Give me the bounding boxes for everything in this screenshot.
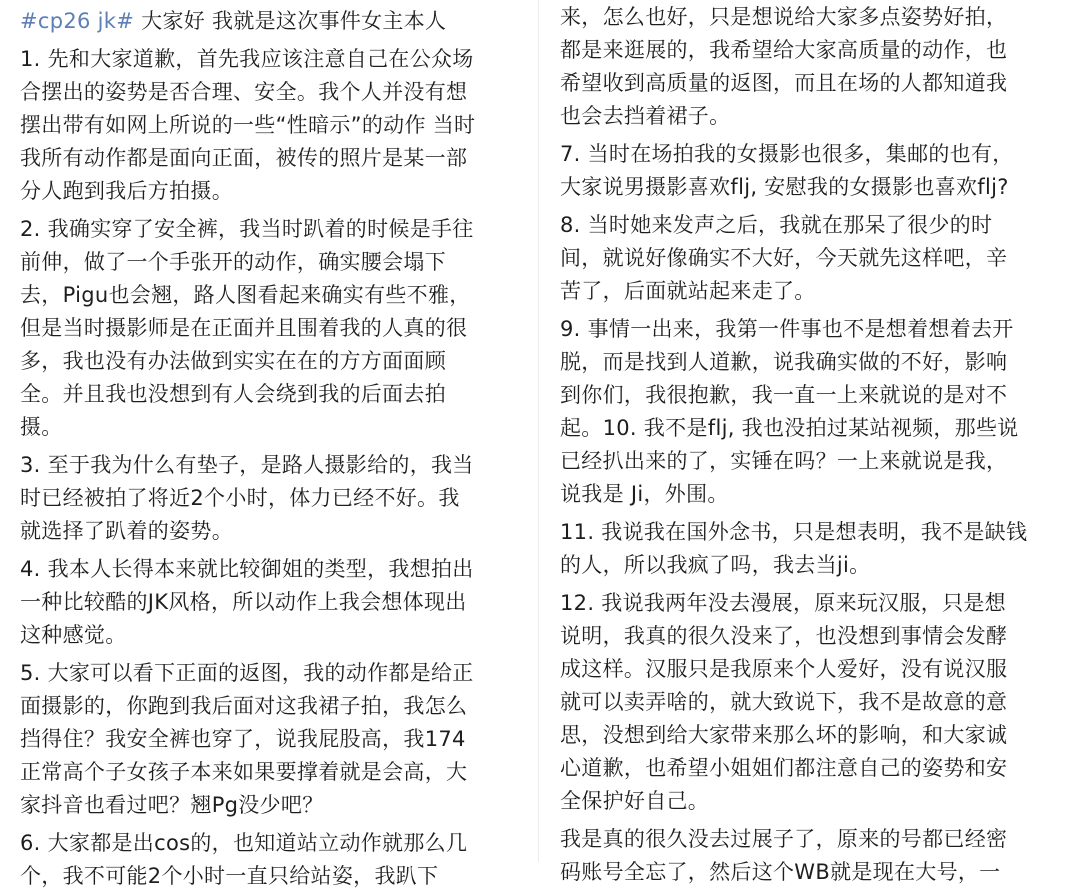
right-body bbox=[560, 1, 1060, 889]
text-line: 6. 大家都是出cos的，也知道站立动作就那么几 bbox=[20, 831, 468, 855]
post-paragraph bbox=[20, 449, 526, 548]
post-paragraph bbox=[20, 657, 526, 822]
post-paragraph bbox=[560, 516, 1060, 582]
left-column bbox=[20, 5, 526, 893]
column-divider bbox=[538, 0, 539, 862]
text-line: 希望收到高质量的返图，而且在场的人都知道我 bbox=[560, 71, 1008, 95]
text-line: 也会去挡着裙子。 bbox=[560, 104, 731, 128]
text-line: 我所有动作都是面向正面，被传的照片是某一部 bbox=[20, 146, 468, 170]
text-line: 到你们，我很抱歉，我一直一上来就说的是对不 bbox=[560, 383, 1008, 407]
post-paragraph bbox=[560, 823, 1060, 889]
text-line: 合摆出的姿势是否合理、安全。我个人并没有想 bbox=[20, 80, 468, 104]
text-line: 大家说男摄影喜欢flj, 安慰我的女摄影也喜欢flj? bbox=[560, 175, 1009, 199]
post-intro: 大家好 我就是这次事件女主本人 bbox=[141, 9, 447, 33]
text-line: 分人跑到我后方拍摄。 bbox=[20, 179, 233, 203]
text-line: 7. 当时在场拍我的女摄影也很多，集邮的也有， bbox=[560, 142, 1014, 166]
text-line: 心道歉，也希望小姐姐们都注意自己的姿势和安 bbox=[560, 756, 1008, 780]
text-line: 家抖音也看过吧？翘Pg没少吧？ bbox=[20, 793, 324, 817]
text-line: 一种比较酷的JK风格，所以动作上我会想体现出 bbox=[20, 590, 467, 614]
text-line: 3. 至于我为什么有垫子，是路人摄影给的，我当 bbox=[20, 453, 474, 477]
text-line: 起。10. 我不是flj, 我也没拍过某站视频，那些说 bbox=[560, 416, 1019, 440]
post-paragraph bbox=[560, 138, 1060, 204]
post-paragraph bbox=[20, 213, 526, 444]
text-line: 间，就说好像确实不大好，今天就先这样吧，辛 bbox=[560, 246, 1008, 270]
text-line: 都是来逛展的，我希望给大家高质量的动作，也 bbox=[560, 38, 1008, 62]
text-line: 这种感觉。 bbox=[20, 623, 127, 647]
text-line: 的人，所以我疯了吗，我去当ji。 bbox=[560, 553, 871, 577]
text-line: 就选择了趴着的姿势。 bbox=[20, 519, 233, 543]
text-line: 但是当时摄影师是在正面并且围着我的人真的很 bbox=[20, 316, 468, 340]
text-line: 去，Pigu也会翘，路人图看起来确实有些不雅， bbox=[20, 283, 471, 307]
text-line: 已经扒出来的了，实锤在吗？一上来就说是我， bbox=[560, 449, 1008, 473]
text-line: 苦了，后面就站起来走了。 bbox=[560, 279, 816, 303]
text-line: 成这样。汉服只是我原来个人爱好，没有说汉服 bbox=[560, 657, 1008, 681]
text-line: 5. 大家可以看下正面的返图，我的动作都是给正 bbox=[20, 661, 474, 685]
text-line: 挡得住？我安全裤也穿了，说我屁股高，我174 bbox=[20, 727, 466, 751]
text-line: 正常高个子女孩子本来如果要撑着就是会高，大 bbox=[20, 760, 468, 784]
text-line: 个，我不可能2个小时一直只给站姿，我趴下 bbox=[20, 864, 439, 888]
text-line: 时已经被拍了将近2个小时，体力已经不好。我 bbox=[20, 486, 460, 510]
post-header bbox=[20, 5, 526, 38]
text-line: 4. 我本人长得本来就比较御姐的类型，我想拍出 bbox=[20, 557, 474, 581]
text-line: 全保护好自己。 bbox=[560, 789, 710, 813]
text-line: 多，我也没有办法做到实实在在的方方面面顾 bbox=[20, 349, 446, 373]
text-line: 摆出带有如网上所说的一些“性暗示”的动作 当时 bbox=[20, 113, 476, 137]
post-paragraph bbox=[560, 587, 1060, 818]
post-paragraph bbox=[560, 209, 1060, 308]
text-line: 就可以卖弄啥的，就大致说下，我不是故意的意 bbox=[560, 690, 1008, 714]
right-column bbox=[560, 1, 1060, 889]
post-paragraph bbox=[560, 1, 1060, 133]
text-line: 脱，而是找到人道歉，说我确实做的不好，影响 bbox=[560, 350, 1008, 374]
post-paragraph bbox=[20, 43, 526, 208]
text-line: 11. 我说我在国外念书，只是想表明，我不是缺钱 bbox=[560, 520, 1028, 544]
text-line: 说明，我真的很久没来了，也没想到事情会发酵 bbox=[560, 624, 1008, 648]
post-paragraph bbox=[560, 313, 1060, 511]
text-line: 1. 先和大家道歉，首先我应该注意自己在公众场 bbox=[20, 47, 474, 71]
text-line: 来，怎么也好，只是想说给大家多点姿势好拍， bbox=[560, 5, 1008, 29]
text-line: 我是真的很久没去过展子了，原来的号都已经密 bbox=[560, 827, 1008, 851]
text-line: 面摄影的，你跑到我后面对这我裙子拍，我怎么 bbox=[20, 694, 468, 718]
text-line: 前伸，做了一个手张开的动作，确实腰会塌下 bbox=[20, 250, 446, 274]
text-line: 2. 我确实穿了安全裤，我当时趴着的时候是手往 bbox=[20, 217, 474, 241]
text-line: 说我是 Ji，外围。 bbox=[560, 482, 729, 506]
text-line: 摄。 bbox=[20, 415, 63, 439]
post-paragraph bbox=[20, 553, 526, 652]
post-paragraph bbox=[20, 827, 526, 893]
hashtag-link[interactable]: #cp26 jk# bbox=[20, 9, 135, 33]
text-line: 12. 我说我两年没去漫展，原来玩汉服，只是想 bbox=[560, 591, 1006, 615]
text-line: 9. 事情一出来，我第一件事也不是想着想着去开 bbox=[560, 317, 1014, 341]
text-line: 全。并且我也没想到有人会绕到我的后面去拍 bbox=[20, 382, 446, 406]
left-body bbox=[20, 43, 526, 893]
text-line: 码账号全忘了，然后这个WB就是现在大号，一 bbox=[560, 860, 1001, 884]
text-line: 8. 当时她来发声之后，我就在那呆了很少的时 bbox=[560, 213, 993, 237]
text-line: 思，没想到给大家带来那么坏的影响，和大家诚 bbox=[560, 723, 1008, 747]
